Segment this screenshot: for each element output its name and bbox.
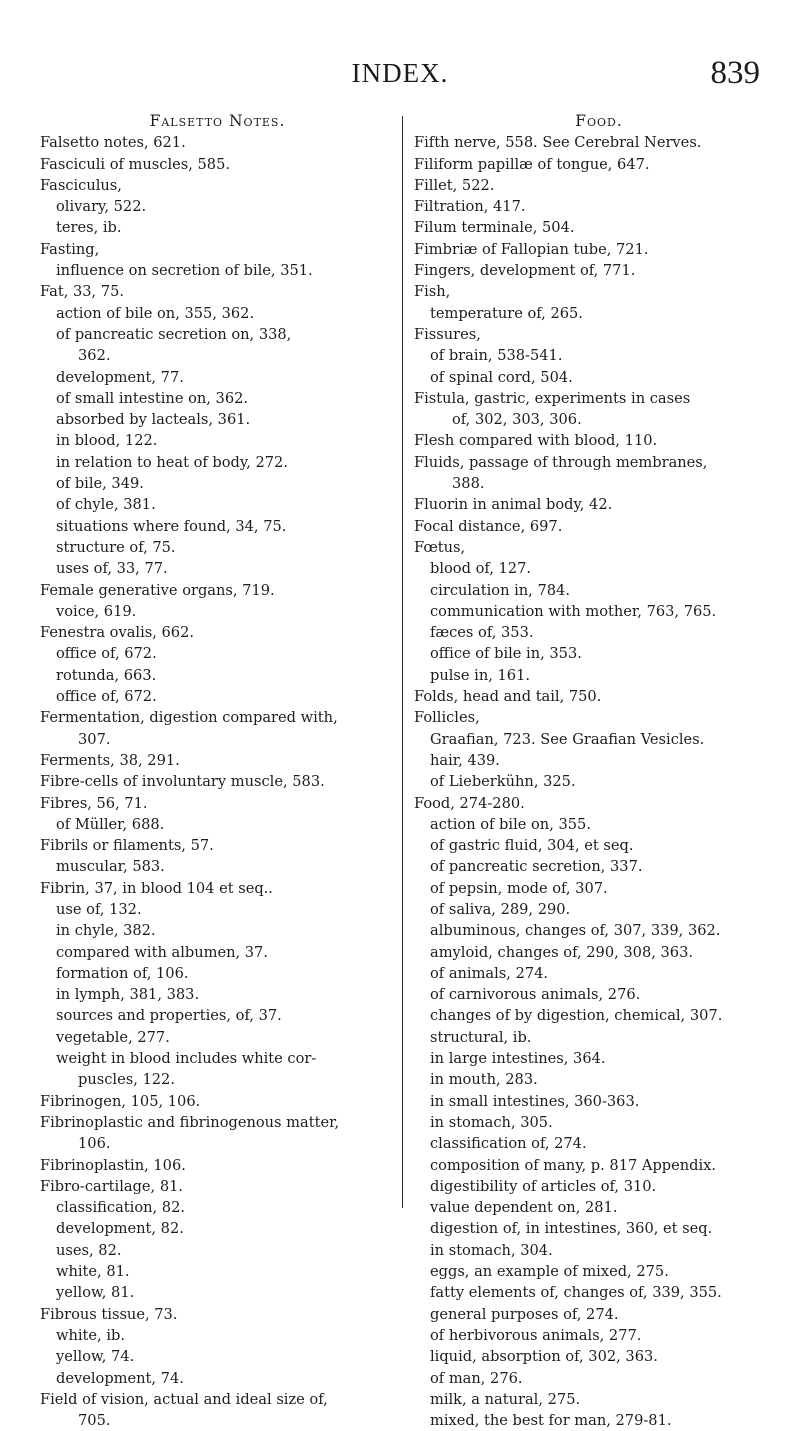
index-subentry: general purposes of, 274.: [430, 1305, 619, 1323]
index-subentry: formation of, 106.: [56, 964, 189, 982]
index-entry: Fibrinogen, 105, 106.: [40, 1092, 201, 1110]
index-subentry: development, 82.: [56, 1220, 184, 1238]
index-subentry: office of bile in, 353.: [430, 645, 582, 663]
index-entry: Fifth nerve, 558. See Cerebral Nerves.: [414, 134, 702, 152]
index-entry: Focal distance, 697.: [414, 517, 563, 535]
index-entry: Fibres, 56, 71.: [40, 794, 148, 812]
index-entry: Filum terminale, 504.: [414, 219, 575, 237]
index-subentry: of small intestine on, 362.: [56, 389, 249, 407]
page-number: 839: [710, 55, 760, 91]
page-title: INDEX.: [351, 58, 449, 88]
index-entry: Fermentation, digestion compared with,: [40, 709, 338, 727]
index-subentry: digestion of, in intestines, 360, et seq.: [430, 1220, 713, 1238]
index-subentry: 705.: [78, 1412, 111, 1430]
index-entry: Fenestra ovalis, 662.: [40, 624, 194, 642]
index-entry: Flesh compared with blood, 110.: [414, 432, 658, 450]
index-subentry: use of, 132.: [56, 900, 142, 918]
index-entries: [40, 132, 395, 1431]
index-entry: Fluorin in animal body, 42.: [414, 496, 613, 514]
index-subentry: classification, 82.: [56, 1199, 185, 1217]
index-subentry: development, 74.: [56, 1369, 184, 1387]
index-entry: Fibre-cells of involuntary muscle, 583.: [40, 773, 325, 791]
index-entry: Fasciculi of muscles, 585.: [40, 155, 231, 173]
index-subentry: digestibility of articles of, 310.: [430, 1177, 657, 1195]
index-subentry: voice, 619.: [56, 602, 137, 620]
index-subentry: of pancreatic secretion on, 338,: [56, 325, 292, 343]
index-entry: Fingers, development of, 771.: [414, 262, 636, 280]
index-subentry: 388.: [452, 475, 485, 493]
column-divider: [402, 116, 403, 1208]
index-subentry: fæces of, 353.: [430, 624, 534, 642]
index-subentry: of saliva, 289, 290.: [430, 900, 571, 918]
index-entry: Filiform papillæ of tongue, 647.: [414, 155, 650, 173]
index-entry: Fibrinoplastic and fibrinogenous matter,: [40, 1113, 340, 1131]
index-entry: Follicles,: [414, 709, 480, 727]
index-subentry: of chyle, 381.: [56, 496, 156, 514]
index-subentry: liquid, absorption of, 302, 363.: [430, 1348, 658, 1366]
index-entry: Falsetto notes, 621.: [40, 134, 186, 152]
index-subentry: 362.: [78, 347, 111, 365]
index-subentry: structure of, 75.: [56, 538, 176, 556]
index-entry: Female generative organs, 719.: [40, 581, 275, 599]
index-subentry: olivary, 522.: [56, 198, 147, 216]
index-subentry: absorbed by lacteals, 361.: [56, 411, 251, 429]
index-subentry: amyloid, changes of, 290, 308, 363.: [430, 943, 694, 961]
index-subentry: compared with albumen, 37.: [56, 943, 268, 961]
column-heading: Falsetto Notes.: [149, 112, 286, 130]
index-entry: Filtration, 417.: [414, 198, 526, 216]
index-subentry: of brain, 538-541.: [430, 347, 563, 365]
column-heading: Food.: [575, 112, 623, 130]
index-subentry: temperature of, 265.: [430, 304, 583, 322]
index-entry: Ferments, 38, 291.: [40, 751, 180, 769]
index-subentry: uses of, 33, 77.: [56, 560, 168, 578]
index-entries: [414, 132, 784, 1431]
index-subentry: of gastric fluid, 304, et seq.: [430, 837, 634, 855]
index-subentry: of pancreatic secretion, 337.: [430, 858, 643, 876]
index-subentry: development, 77.: [56, 368, 184, 386]
index-subentry: situations where found, 34, 75.: [56, 517, 287, 535]
index-entry: Fœtus,: [414, 538, 466, 556]
index-subentry: hair, 439.: [430, 751, 500, 769]
index-subentry: yellow, 81.: [56, 1284, 135, 1302]
index-subentry: white, ib.: [56, 1326, 125, 1344]
index-subentry: Graafian, 723. See Graafian Vesicles.: [430, 730, 705, 748]
index-entry: Fibrils or filaments, 57.: [40, 837, 214, 855]
index-subentry: fatty elements of, changes of, 339, 355.: [430, 1284, 722, 1302]
index-subentry: in relation to heat of body, 272.: [56, 453, 288, 471]
index-subentry: of man, 276.: [430, 1369, 523, 1387]
index-subentry: eggs, an example of mixed, 275.: [430, 1263, 669, 1281]
index-subentry: action of bile on, 355.: [430, 815, 591, 833]
index-subentry: teres, ib.: [56, 219, 122, 237]
index-subentry: in mouth, 283.: [430, 1071, 538, 1089]
index-subentry: in large intestines, 364.: [430, 1050, 606, 1068]
index-subentry: of animals, 274.: [430, 964, 549, 982]
index-subentry: of spinal cord, 504.: [430, 368, 573, 386]
index-entry: Field of vision, actual and ideal size of,: [40, 1390, 328, 1408]
index-subentry: action of bile on, 355, 362.: [56, 304, 255, 322]
index-entry: Fibrous tissue, 73.: [40, 1305, 178, 1323]
index-subentry: of Lieberkühn, 325.: [430, 773, 576, 791]
index-entry: Fillet, 522.: [414, 176, 495, 194]
index-column-right: [414, 111, 784, 1430]
index-entry: Fibro-cartilage, 81.: [40, 1177, 184, 1195]
index-subentry: structural, ib.: [430, 1028, 532, 1046]
index-entry: Fibrin, 37, in blood 104 et seq..: [40, 879, 273, 897]
index-subentry: white, 81.: [56, 1263, 130, 1281]
index-subentry: of pepsin, mode of, 307.: [430, 879, 608, 897]
index-subentry: puscles, 122.: [78, 1071, 175, 1089]
index-subentry: of Müller, 688.: [56, 815, 165, 833]
index-subentry: office of, 672.: [56, 645, 157, 663]
index-subentry: in blood, 122.: [56, 432, 158, 450]
index-subentry: rotunda, 663.: [56, 666, 157, 684]
index-entry: Fistula, gastric, experiments in cases: [414, 389, 691, 407]
index-subentry: mixed, the best for man, 279-81.: [430, 1412, 672, 1430]
index-subentry: 307.: [78, 730, 111, 748]
index-subentry: sources and properties, of, 37.: [56, 1007, 282, 1025]
index-subentry: in chyle, 382.: [56, 922, 156, 940]
index-entry: Fasting,: [40, 240, 100, 258]
index-subentry: milk, a natural, 275.: [430, 1390, 581, 1408]
index-subentry: classification of, 274.: [430, 1135, 587, 1153]
index-subentry: albuminous, changes of, 307, 339, 362.: [430, 922, 721, 940]
index-subentry: yellow, 74.: [56, 1348, 135, 1366]
index-subentry: weight in blood includes white cor-: [56, 1050, 317, 1068]
index-entry: Fibrinoplastin, 106.: [40, 1156, 186, 1174]
index-subentry: in small intestines, 360-363.: [430, 1092, 640, 1110]
index-entry: Fish,: [414, 283, 451, 301]
index-subentry: pulse in, 161.: [430, 666, 531, 684]
index-subentry: of carnivorous animals, 276.: [430, 986, 641, 1004]
index-subentry: blood of, 127.: [430, 560, 532, 578]
index-subentry: vegetable, 277.: [56, 1028, 170, 1046]
index-subentry: muscular, 583.: [56, 858, 165, 876]
index-entry: Fissures,: [414, 325, 481, 343]
index-subentry: influence on secretion of bile, 351.: [56, 262, 313, 280]
index-subentry: uses, 82.: [56, 1241, 122, 1259]
index-subentry: office of, 672.: [56, 688, 157, 706]
index-subentry: circulation in, 784.: [430, 581, 570, 599]
index-subentry: communication with mother, 763, 765.: [430, 602, 717, 620]
index-subentry: changes of by digestion, chemical, 307.: [430, 1007, 723, 1025]
index-subentry: in lymph, 381, 383.: [56, 986, 200, 1004]
index-subentry: in stomach, 305.: [430, 1113, 553, 1131]
running-head: [0, 56, 800, 96]
index-entry: Fimbriæ of Fallopian tube, 721.: [414, 240, 649, 258]
index-subentry: value dependent on, 281.: [430, 1199, 618, 1217]
index-subentry: 106.: [78, 1135, 111, 1153]
index-subentry: of bile, 349.: [56, 475, 144, 493]
index-subentry: in stomach, 304.: [430, 1241, 553, 1259]
index-entry: Fasciculus,: [40, 176, 122, 194]
index-entry: Folds, head and tail, 750.: [414, 688, 602, 706]
index-subentry: composition of many, p. 817 Appendix.: [430, 1156, 717, 1174]
index-entry: Food, 274-280.: [414, 794, 525, 812]
index-subentry: of herbivorous animals, 277.: [430, 1326, 642, 1344]
index-subentry: of, 302, 303, 306.: [452, 411, 582, 429]
index-entry: Fat, 33, 75.: [40, 283, 125, 301]
index-column-left: [40, 111, 395, 1430]
index-entry: Fluids, passage of through membranes,: [414, 453, 708, 471]
